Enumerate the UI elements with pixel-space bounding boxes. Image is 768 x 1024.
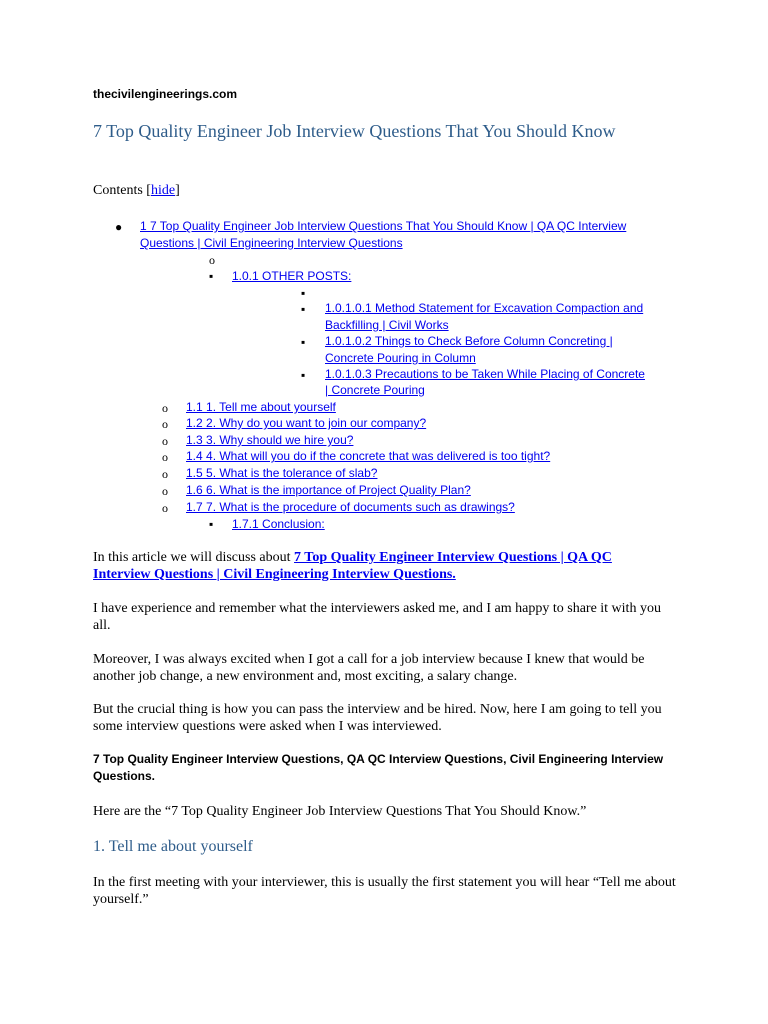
bullet-circle-icon: o — [162, 467, 168, 481]
intro-paragraph — [93, 549, 678, 583]
toc-item-1-5[interactable] — [186, 465, 377, 482]
toc-item-10101[interactable] — [325, 300, 643, 317]
hide-toc-link[interactable]: hide — [150, 183, 176, 198]
intro-prefix: In this article we will discuss about — [93, 550, 295, 565]
toc-item-10102[interactable] — [325, 333, 613, 350]
toc-item-1-7-1[interactable] — [232, 516, 325, 533]
bullet-circle-icon: o — [162, 450, 168, 464]
toc-item-1-1[interactable] — [186, 399, 336, 416]
toc-item-1-7[interactable] — [186, 499, 515, 516]
toc-link-10102-line1[interactable]: 1.0.1.0.2 Things to Check Before Column Concreting | — [325, 334, 613, 348]
bullet-circle-icon: o — [162, 417, 168, 431]
contents-header — [93, 183, 180, 199]
toc-link-10103-line1[interactable]: 1.0.1.0.3 Precautions to be Taken While Placing of Concrete — [325, 367, 645, 381]
toc-link-1-line2[interactable]: Questions | Civil Engineering Interview Questions — [140, 236, 403, 250]
paragraph-crucial: But the crucial thing is how you can pass the interview and be hired. Now, here I am going to tell you some interview questions were asked when I was interviewed. — [93, 702, 662, 734]
toc-item-1-cont[interactable] — [140, 235, 403, 252]
toc-item-10102-cont[interactable] — [325, 350, 476, 367]
intro-link-line1[interactable]: 7 Top Quality Engineer Interview Questions | QA QC — [294, 550, 612, 565]
bullet-circle-icon: o — [162, 501, 168, 515]
toc-item-10103[interactable] — [325, 366, 645, 383]
bullet-circle-icon: o — [209, 253, 215, 267]
site-name: thecivilengineerings.com — [93, 87, 238, 101]
bullet-square-icon: ▪ — [301, 286, 306, 300]
page-title: 7 Top Quality Engineer Job Interview Questions That You Should Know — [93, 121, 616, 141]
toc-link-10101-line1[interactable]: 1.0.1.0.1 Method Statement for Excavation Compaction and — [325, 301, 644, 315]
toc-link-1-2[interactable]: 1.2 2. Why do you want to join our company? — [186, 416, 427, 430]
toc-item-101[interactable] — [232, 268, 351, 285]
paragraph-excited: Moreover, I was always excited when I got a call for a job interview because I knew that would be another job change, a new environment and, most exciting, a salary change. — [93, 652, 645, 684]
toc-link-1-5[interactable]: 1.5 5. What is the tolerance of slab? — [186, 466, 378, 480]
toc-item-1-2[interactable] — [186, 415, 426, 432]
bullet-circle-icon: o — [162, 434, 168, 448]
bullet-circle-icon: o — [162, 401, 168, 415]
bullet-square-icon: ▪ — [301, 368, 306, 382]
paragraph-first-meeting: In the first meeting with your interviewer, this is usually the first statement you will hear “Tell me about yourself.” — [93, 875, 676, 907]
toc-link-1-7[interactable]: 1.7 7. What is the procedure of documents such as drawings? — [186, 500, 515, 514]
toc-link-1-7-1[interactable]: 1.7.1 Conclusion: — [232, 517, 325, 531]
toc-link-10102-line2[interactable]: Concrete Pouring in Column — [325, 351, 476, 365]
toc-item-1-3[interactable] — [186, 432, 353, 449]
toc-item-10103-cont[interactable] — [325, 382, 425, 399]
toc-link-10101-line2[interactable]: Backfilling | Civil Works — [325, 318, 449, 332]
toc-link-10103-line2[interactable]: | Concrete Pouring — [325, 383, 425, 397]
toc-item-10101-cont[interactable] — [325, 317, 449, 334]
section-heading-1: 1. Tell me about yourself — [93, 838, 253, 855]
toc-link-1-6[interactable]: 1.6 6. What is the importance of Project Quality Plan? — [186, 483, 471, 497]
contents-label: Contents [ — [93, 183, 151, 198]
toc-item-1-6[interactable] — [186, 482, 471, 499]
paragraph-experience: I have experience and remember what the interviewers asked me, and I am happy to share it with you all. — [93, 601, 661, 633]
bullet-square-icon: ▪ — [301, 302, 306, 316]
bold-keywords-line: 7 Top Quality Engineer Interview Questions, QA QC Interview Questions, Civil Engineering Interview Questions. — [93, 752, 664, 783]
toc-link-101[interactable]: 1.0.1 OTHER POSTS: — [232, 269, 352, 283]
toc-item-1-4[interactable] — [186, 448, 550, 465]
toc-link-1-line1[interactable]: 1 7 Top Quality Engineer Job Interview Questions That You Should Know | QA QC Interview — [140, 219, 627, 233]
bullet-square-icon: ▪ — [301, 335, 306, 349]
intro-link-line2[interactable]: Interview Questions | Civil Engineering Interview Questions. — [93, 567, 456, 582]
contents-close-bracket: ] — [175, 183, 180, 198]
bullet-square-icon: ▪ — [209, 269, 214, 283]
toc-link-1-1[interactable]: 1.1 1. Tell me about yourself — [186, 400, 336, 414]
bullet-square-icon: ▪ — [209, 517, 214, 531]
bullet-circle-icon: o — [162, 484, 168, 498]
toc-link-1-3[interactable]: 1.3 3. Why should we hire you? — [186, 433, 354, 447]
toc-link-1-4[interactable]: 1.4 4. What will you do if the concrete that was delivered is too tight? — [186, 449, 551, 463]
paragraph-here-are: Here are the “7 Top Quality Engineer Job Interview Questions That You Should Know.” — [93, 804, 587, 819]
toc-item-1[interactable] — [140, 218, 626, 235]
bullet-disc-icon: ● — [115, 220, 123, 234]
